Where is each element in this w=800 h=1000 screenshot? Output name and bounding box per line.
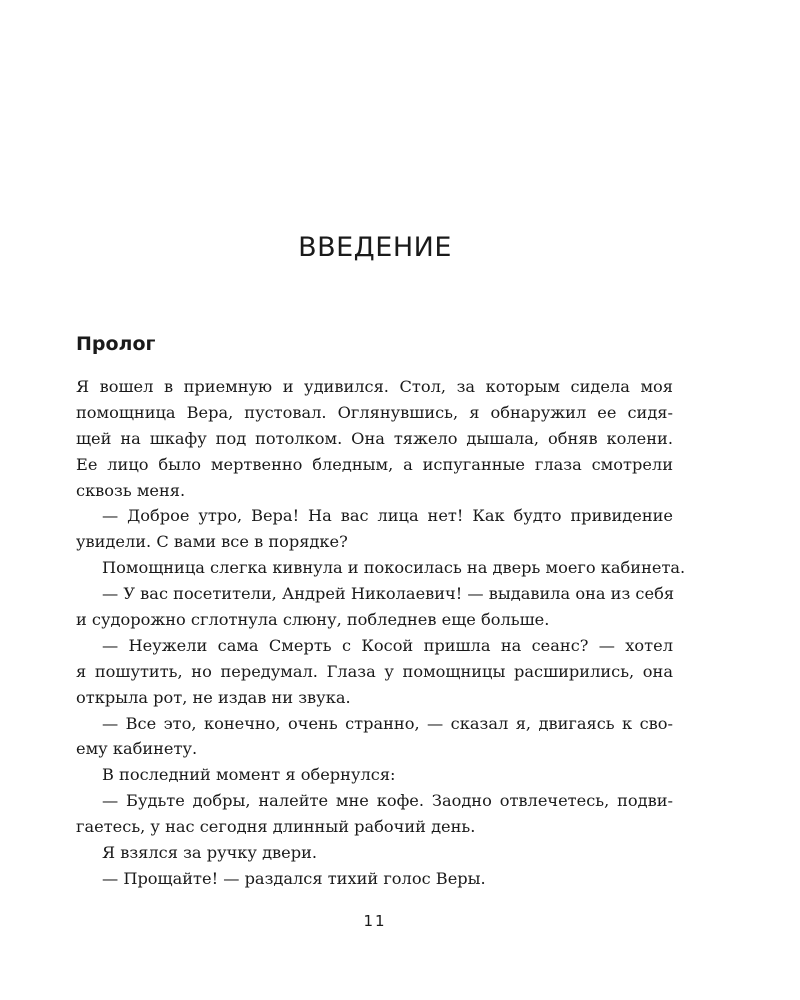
text-line: Я взялся за ручку двери. <box>102 843 318 863</box>
text-line: — Будьте добры, налейте мне кофе. Заодно отвлечетесь, подви- <box>102 791 673 811</box>
text-line: открыла рот, не издав ни звука. <box>76 687 351 707</box>
text-line: сквозь меня. <box>76 480 186 500</box>
page-number: 11 <box>363 912 387 930</box>
text-line: ему кабинету. <box>76 739 198 759</box>
text-line: — Все это, конечно, очень странно, — сказал я, двигаясь к сво- <box>102 713 673 733</box>
text-line: увидели. С вами все в порядке? <box>76 532 348 552</box>
section-title: Пролог <box>76 333 156 355</box>
text-line: щей на шкафу под потолком. Она тяжело дышала, обняв колени. <box>76 428 673 448</box>
text-line: — У вас посетители, Андрей Николаевич! — выдавила она из себя <box>102 584 675 604</box>
text-line: помощница Вера, пустовал. Оглянувшись, я обнаружил ее сидя- <box>76 402 673 422</box>
text-line: и судорожно сглотнула слюну, побледнев еще больше. <box>76 610 550 630</box>
chapter-title: ВВЕДЕНИЕ <box>298 232 452 263</box>
text-line: — Неужели сама Смерть с Косой пришла на сеанс? — хотел <box>102 635 673 655</box>
text-line: гаетесь, у нас сегодня длинный рабочий день. <box>76 817 476 837</box>
text-line: Ее лицо было мертвенно бледным, а испуганные глаза смотрели <box>76 454 673 474</box>
text-line: я пошутить, но передумал. Глаза у помощницы расширились, она <box>76 661 673 681</box>
text-line: Помощница слегка кивнула и покосилась на дверь моего кабинета. <box>102 558 686 578</box>
text-line: — Доброе утро, Вера! На вас лица нет! Как будто привидение <box>102 506 673 526</box>
text-line: В последний момент я обернулся: <box>102 765 396 785</box>
text-line: — Прощайте! — раздался тихий голос Веры. <box>102 868 486 888</box>
text-line: Я вошел в приемную и удивился. Стол, за которым сидела моя <box>76 377 673 396</box>
body-text <box>76 374 686 892</box>
